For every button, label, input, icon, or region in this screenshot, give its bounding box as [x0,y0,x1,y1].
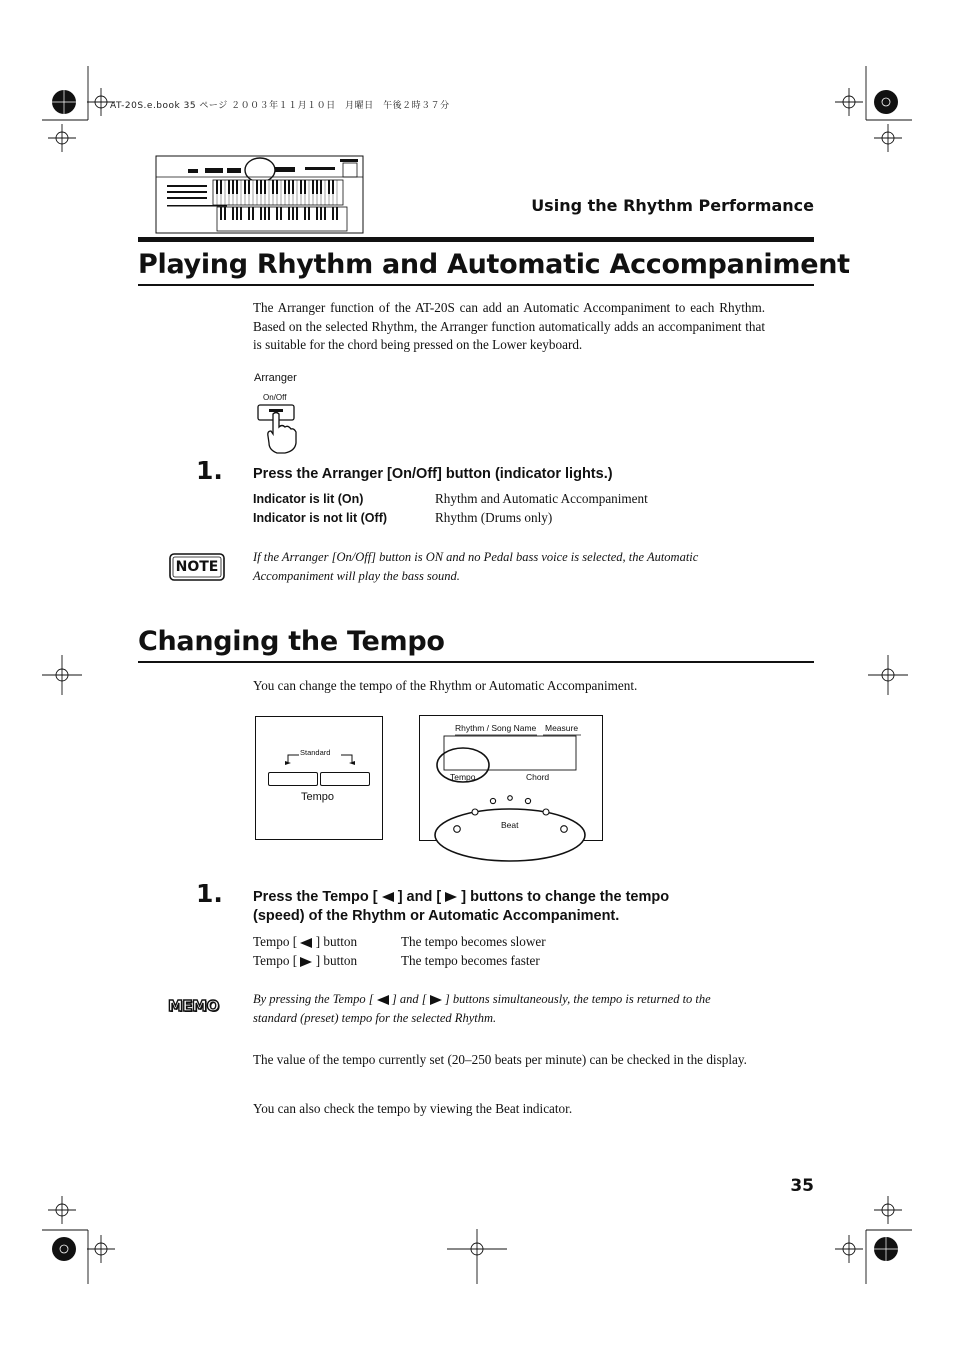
tempo-step-text-d: (speed) of the Rhythm or Automatic Accompaniment. [253,908,620,924]
memo-text-a: By pressing the Tempo [ [253,992,374,1006]
state-label-off: Indicator is not lit (Off) [253,511,388,525]
memo-text-b: ] and [ [391,992,427,1006]
section-label: Using the Rhythm Performance [531,196,814,215]
tempo-down-button[interactable] [268,772,318,786]
tempo-intro: You can change the tempo of the Rhythm or Automatic Accompaniment. [253,678,638,693]
tempo-button-label: Tempo [301,791,335,803]
memo-text [253,990,753,1027]
tempo-step-text-a: Press the Tempo [ [253,889,378,905]
right-arrow-icon [300,957,312,967]
print-info: AT-20S.e.book 35 ページ ２００３年１１月１０日 月曜日 午後２時３７分 [110,101,450,111]
arranger-on-off-button[interactable] [255,403,301,455]
tempo-range-paragraph: The value of the tempo currently set (20–250 beats per minute) can be checked in the display. [253,1052,747,1067]
tempo-step-text-b: ] and [ [397,889,442,905]
arranger-intro: The Arranger function of the AT-20S can add an Automatic Accompaniment to each Rhythm. Based on the selected Rhythm, the Arranger function automatically adds an accompaniment that is suitable for the chord being pressed on the Lower keyboard. [253,300,765,352]
tempo-row-slower [253,934,357,950]
tempo-step-text-c: ] buttons to change the tempo [461,889,670,905]
title-rule-bottom [138,284,814,286]
note-text: If the Arranger [On/Off] button is ON and no Pedal bass voice is selected, the Automatic Accompaniment will play the bass sound. [253,550,699,583]
display-tempo-label: Tempo [450,772,476,782]
tempo-row-button-prefix: Tempo [ [253,953,298,968]
left-arrow-icon [382,892,394,902]
tempo-row-faster-effect: The tempo becomes faster [401,953,540,968]
right-arrow-icon [445,892,457,902]
step-instruction: Press the Arranger [On/Off] button (indicator lights.) [253,466,613,482]
right-arrow-icon [430,995,442,1005]
section-title-tempo: Changing the Tempo [138,626,445,657]
state-value-on: Rhythm and Automatic Accompaniment [435,491,648,506]
beat-indicator-label: Beat [501,820,519,830]
state-value-off: Rhythm (Drums only) [435,510,553,525]
title-rule-top [138,237,814,242]
beat-indicator-paragraph: You can also check the tempo by viewing the Beat indicator. [253,1101,573,1116]
tempo-up-button[interactable] [320,772,370,786]
arranger-figure-label: Arranger [254,372,297,384]
left-arrow-icon [300,938,312,948]
tempo-step-instruction [253,888,773,926]
step-number: 1. [196,456,223,485]
page-number: 35 [790,1176,814,1196]
left-arrow-icon [377,995,389,1005]
display-chord-label: Chord [526,772,550,782]
section-title-arranger: Playing Rhythm and Automatic Accompaniment [138,249,850,280]
tempo-row-button-prefix: Tempo [ [253,934,298,949]
note-badge-label: NOTE [175,559,219,575]
state-label-on: Indicator is lit (On) [253,492,364,506]
organ-panel-icon [155,155,365,235]
memo-text-c: ] buttons simultaneously, the tempo is returned to the [444,992,711,1006]
rhythm-song-name-label: Rhythm / Song Name [455,723,537,733]
display-screen [419,715,603,865]
tempo-row-faster [253,953,357,969]
tempo-row-button-suffix: ] button [315,934,358,949]
tempo-row-button-suffix: ] button [315,953,358,968]
memo-badge: MEMO [168,997,219,1015]
measure-label: Measure [545,723,579,733]
tempo-row-slower-effect: The tempo becomes slower [401,934,546,949]
memo-text-d: standard (preset) tempo for the selected Rhythm. [253,1010,497,1025]
title-rule-tempo [138,661,814,663]
tempo-step-number: 1. [196,879,223,908]
standard-label: Standard [300,748,331,757]
on-off-label: On/Off [263,393,287,402]
